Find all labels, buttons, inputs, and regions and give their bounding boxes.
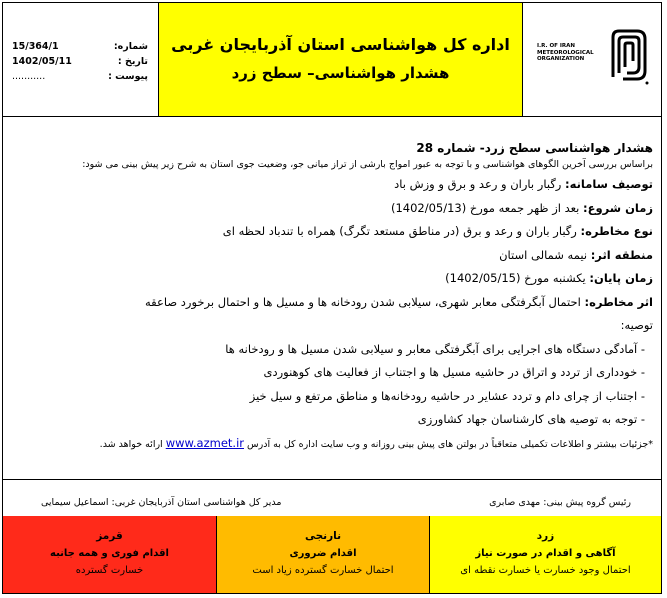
- field-value: یکشنبه مورخ (1402/05/15): [445, 271, 590, 285]
- advice-item: - خودداری از تردد و اتراق در حاشیه مسیل ها و اجتناب از فعالیت های کوهنوردی: [263, 365, 645, 379]
- attachment-value: ...........: [12, 71, 46, 82]
- field-value: رگبار باران و رعد و برق و وزش باد: [394, 177, 565, 191]
- field-hazard-impact: [11, 291, 653, 315]
- field-value: احتمال آبگرفتگی معابر شهری، سیلابی شدن رودخانه ها و مسیل ها و احتمال برخورد صاعقه: [145, 294, 585, 309]
- attachment-label: پیوست :: [108, 71, 148, 82]
- title-box: [159, 3, 523, 116]
- website-link[interactable]: www.azmet.ir: [165, 435, 244, 450]
- spiral-icon: [605, 27, 651, 85]
- reference-box: [3, 3, 159, 116]
- document-header: [3, 3, 661, 117]
- level-impact: خسارت گسترده: [75, 565, 144, 576]
- forecast-head-signature: رئیس گروه پیش بینی: مهدی صابری: [489, 497, 631, 508]
- field-key: منطقه اثر:: [590, 247, 653, 262]
- date-value: 1402/05/11: [12, 56, 72, 67]
- logo-text: I.R. OF IRAN METEOROLOGICAL ORGANIZATION: [537, 43, 594, 62]
- warning-document: [2, 2, 662, 594]
- level-impact: احتمال خسارت گسترده زیاد است: [252, 565, 394, 576]
- date-row: [3, 54, 158, 69]
- footnote-text: *جزئیات بیشتر و اطلاعات تکمیلی متعاقباً در بولتن های پیش بینی روزانه و وب سایت اداره کل به آدرس: [247, 438, 653, 450]
- level-name: نارنجی: [304, 530, 342, 542]
- level-orange: [217, 516, 430, 593]
- director-signature: مدیر کل هواشناسی استان آذربایجان غربی: اسماعیل سیمایی: [41, 497, 282, 508]
- field-value: نیمه شمالی استان: [499, 247, 591, 262]
- field-key: اثر مخاطره:: [584, 294, 653, 309]
- number-label: شماره:: [113, 41, 148, 52]
- advice-title: توصیه:: [620, 318, 653, 332]
- advice-item: - آمادگی دستگاه های اجرایی برای آبگرفتگی معابر و سیلابی شدن مسیل ها و رودخانه ها: [225, 341, 645, 356]
- meteorological-organization-logo: [523, 3, 661, 116]
- field-value: بعد از ظهر جمعه مورخ (1402/05/13): [390, 200, 584, 215]
- field-key: نوع مخاطره:: [580, 224, 653, 238]
- advice-item: - اجتناب از چرای دام و تردد عشایر در حاشیه رودخانه‌ها و مناطق مرتفع و سیل خیز: [249, 388, 645, 403]
- footnote-text-end: ارائه خواهد شد.: [99, 438, 163, 450]
- level-name: قرمز: [96, 530, 123, 542]
- date-label: تاریخ :: [117, 56, 148, 67]
- warning-headline: هشدار هواشناسی سطح زرد- شماره 28: [416, 141, 653, 155]
- level-impact: احتمال وجود خسارت یا خسارت نقطه ای: [460, 565, 631, 576]
- page-subtitle: هشدار هواشناسی– سطح زرد: [231, 64, 450, 82]
- field-value: رگبار باران و رعد و برق (در مناطق مستعد تگرگ) همراه با تندباد لحظه ای: [222, 224, 581, 238]
- field-end-time: [11, 267, 653, 291]
- level-action: آگاهی و اقدام در صورت نیاز: [475, 548, 616, 559]
- signatures-row: [3, 480, 661, 517]
- level-action: اقدام ضروری: [289, 548, 357, 559]
- number-value: 15/364/1: [12, 41, 59, 52]
- field-affected-region: [11, 244, 653, 268]
- level-yellow: [430, 516, 661, 593]
- attachment-row: [3, 69, 158, 84]
- level-red: [3, 516, 217, 593]
- warning-body: [3, 116, 661, 480]
- footnote: [11, 432, 653, 456]
- warning-levels-legend: [3, 516, 661, 593]
- level-name: زرد: [536, 530, 555, 542]
- page-title: اداره کل هواشناسی استان آذربایجان غربی: [171, 35, 510, 54]
- field-key: توصیف سامانه:: [565, 177, 653, 191]
- field-system-description: [11, 173, 653, 197]
- field-start-time: [11, 197, 653, 221]
- intro-text: براساس بررسی آخرین الگوهای هواشناسی و با توجه به عبور امواج بارشی از تراز میانی جو، وضعیت جوی استان به شرح زیر پیش بینی می شود:: [82, 159, 653, 170]
- level-action: اقدام فوری و همه جانبه: [50, 548, 169, 559]
- number-row: [3, 39, 158, 54]
- field-key: زمان شروع:: [583, 200, 653, 215]
- field-key: زمان پایان:: [589, 271, 653, 285]
- advice-item: - توجه به توصیه های کارشناسان جهاد کشاورزی: [417, 412, 645, 426]
- field-hazard-type: [11, 220, 653, 244]
